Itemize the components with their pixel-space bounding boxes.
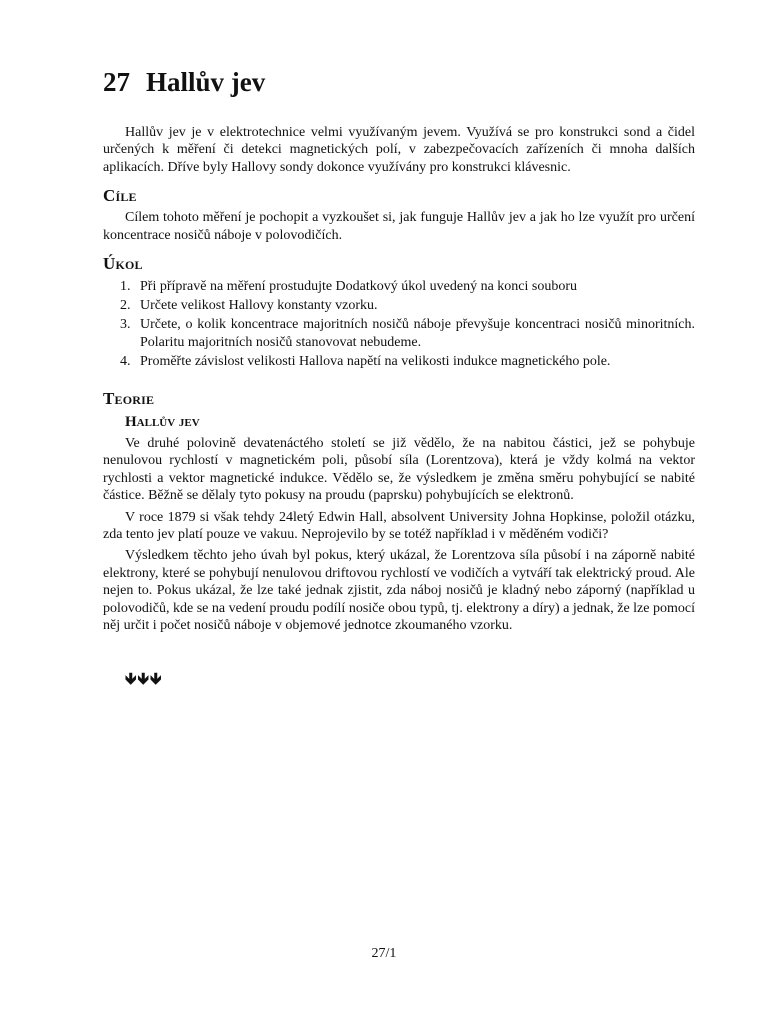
teorie-paragraph: Ve druhé polovině devatenáctého století se již vědělo, že na nabitou částici, jež se pohybuje nenulovou rychlostí v magnetickém poli, působí síla (Lorentzova), která je vždy kolmá na vektor rychlosti a vektor magnetické indukce. Vědělo se, že výsledkem je změna směru pohybující se nabité částice. Běžně se dělaly tyto pokusy na proudu (paprsku) pohybujících se elektronů.: [103, 435, 695, 504]
task-number: 2.: [120, 297, 131, 313]
task-list: [103, 278, 695, 371]
chapter-number: 27: [103, 67, 130, 97]
task-text: Při přípravě na měření prostudujte Dodatkový úkol uvedený na konci souboru: [140, 278, 578, 294]
task-item: [103, 297, 695, 314]
document-page: [103, 68, 695, 695]
task-text: Určete, o kolik koncentrace majoritních nosičů náboje převyšuje koncentraci nosičů minoritních. Polaritu majoritních nosičů stanovovat nebudeme.: [140, 317, 695, 350]
page-number: 27/1: [371, 946, 397, 961]
teorie-paragraph: Výsledkem těchto jeho úvah byl pokus, který ukázal, že Lorentzova síla působí i na záporně nabité elektrony, které se pohybují nenulovou driftovou rychlostí ve vodičích a vytváří tak elektrický proud. Ale nejen to. Pokus ukázal, že lze také jednak zjistit, zda náboj nosičů je kladný nebo záporný (například u polovodičů, kde se na vedení proudu podílí nosiče obou typů, tj. elektrony a díry) a jednak, že lze pomocí něj určit i počet nosičů náboje v objemové jednotce zkoumaného vzorku.: [103, 548, 695, 633]
task-item: [103, 353, 695, 370]
task-number: 1.: [120, 278, 131, 294]
teorie-paragraph: V roce 1879 si však tehdy 24letý Edwin Hall, absolvent University Johna Hopkinse, položil otázku, zda tento jev platí pouze ve vakuu. Neprojevilo by se totéž například i v měděném vodiči?: [103, 509, 695, 542]
section-heading-ukol: Úkol: [103, 254, 143, 274]
intro-paragraph: Hallův jev je v elektrotechnice velmi využívaným jevem. Využívá se pro konstrukci sond a čidel určených k měření či detekci magnetických polí, v zabezpečovacích zařízeních či mnoha dalších aplikacích. Dříve byly Hallovy sondy dokonce využívány pro konstrukci klávesnic.: [103, 124, 695, 175]
chapter-title-text: Hallův jev: [146, 67, 266, 97]
task-text: Proměřte závislost velikosti Hallova napětí na velikosti indukce magnetického pole.: [140, 354, 611, 370]
section-heading-teorie: Teorie: [103, 388, 155, 408]
section-heading-cile: Cíle: [103, 185, 137, 205]
task-number: 3.: [120, 317, 131, 333]
task-item: [103, 316, 695, 351]
subsection-heading-hall: Hallův jev: [125, 413, 200, 430]
down-arrows-icon: 🡻🡻🡻: [125, 669, 163, 689]
task-item: [103, 278, 695, 295]
task-text: Určete velikost Hallovy konstanty vzorku.: [140, 297, 378, 313]
chapter-title: [103, 68, 695, 98]
task-number: 4.: [120, 354, 131, 370]
cile-paragraph: Cílem tohoto měření je pochopit a vyzkoušet si, jak funguje Hallův jev a jak ho lze využít pro určení koncentrace nosičů náboje v polovodičích.: [103, 210, 695, 243]
